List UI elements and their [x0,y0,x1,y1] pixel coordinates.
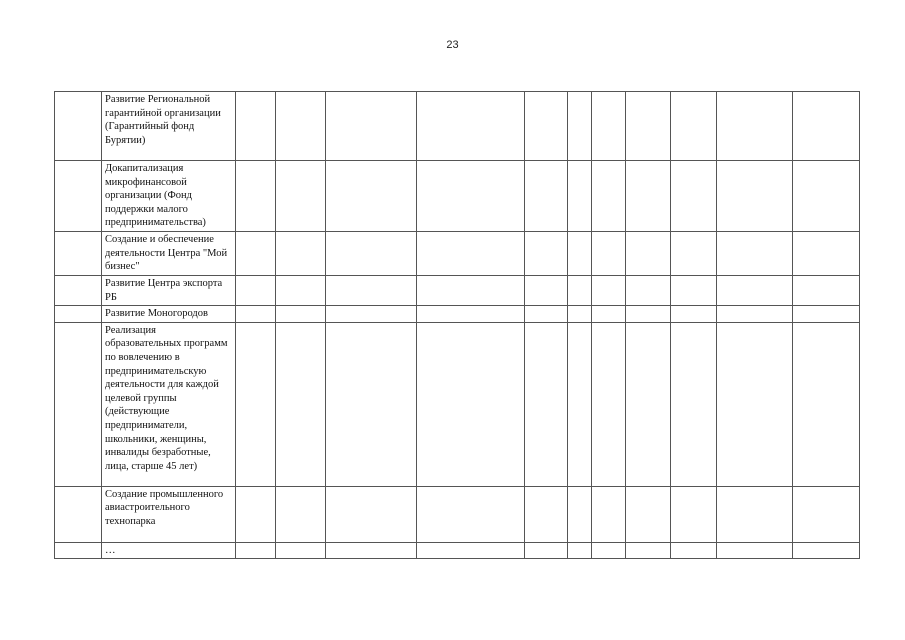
program-table [54,91,860,559]
empty-cell [236,161,276,232]
empty-cell [326,322,417,486]
empty-cell [592,275,626,305]
empty-cell [793,306,860,323]
page-number: 23 [446,39,459,51]
activity-name-cell: Создание и обеспечение деятельности Центра "Мой бизнес" [102,231,236,275]
empty-cell [276,92,326,161]
empty-cell [525,486,568,542]
empty-cell [671,486,717,542]
empty-cell [417,275,525,305]
empty-cell [568,322,592,486]
empty-cell [717,542,793,559]
empty-cell [525,275,568,305]
empty-cell [326,486,417,542]
empty-cell [276,275,326,305]
empty-cell [793,275,860,305]
row-number-cell [55,322,102,486]
empty-cell [717,306,793,323]
empty-cell [592,92,626,161]
empty-cell [717,161,793,232]
activity-name-cell: Развитие Моногородов [102,306,236,323]
empty-cell [417,542,525,559]
activity-name-cell: Развитие Центра экспорта РБ [102,275,236,305]
empty-cell [793,92,860,161]
empty-cell [326,92,417,161]
empty-cell [326,161,417,232]
activity-name-cell: Создание промышленного авиастроительного технопарка [102,486,236,542]
empty-cell [626,322,671,486]
empty-cell [417,231,525,275]
empty-cell [236,92,276,161]
empty-cell [276,231,326,275]
empty-cell [568,275,592,305]
empty-cell [276,486,326,542]
empty-cell [793,542,860,559]
row-number-cell [55,486,102,542]
table-row [55,322,860,486]
empty-cell [671,161,717,232]
empty-cell [717,275,793,305]
empty-cell [568,161,592,232]
table-row [55,275,860,305]
activity-name-cell: Докапитализация микрофинансовой организации (Фонд поддержки малого предпринимательства) [102,161,236,232]
row-number-cell [55,231,102,275]
empty-cell [592,161,626,232]
empty-cell [592,486,626,542]
empty-cell [671,275,717,305]
empty-cell [276,161,326,232]
activity-name-cell: … [102,542,236,559]
empty-cell [626,542,671,559]
empty-cell [671,542,717,559]
empty-cell [626,161,671,232]
table-row [55,161,860,232]
table-row [55,231,860,275]
empty-cell [671,322,717,486]
empty-cell [417,306,525,323]
row-number-cell [55,306,102,323]
empty-cell [793,486,860,542]
empty-cell [626,486,671,542]
empty-cell [626,231,671,275]
empty-cell [236,486,276,542]
empty-cell [326,542,417,559]
empty-cell [236,542,276,559]
empty-cell [592,542,626,559]
empty-cell [717,231,793,275]
empty-cell [671,231,717,275]
empty-cell [592,231,626,275]
empty-cell [326,306,417,323]
empty-cell [276,322,326,486]
empty-cell [568,92,592,161]
empty-cell [717,322,793,486]
empty-cell [793,322,860,486]
empty-cell [626,92,671,161]
empty-cell [417,92,525,161]
empty-cell [236,275,276,305]
empty-cell [626,306,671,323]
empty-cell [592,322,626,486]
empty-cell [417,486,525,542]
empty-cell [793,231,860,275]
empty-cell [236,231,276,275]
table-row [55,306,860,323]
empty-cell [276,542,326,559]
empty-cell [326,231,417,275]
empty-cell [525,161,568,232]
empty-cell [417,161,525,232]
empty-cell [276,306,326,323]
table-row [55,92,860,161]
row-number-cell [55,275,102,305]
empty-cell [568,542,592,559]
activity-name-cell: Развитие Региональной гарантийной организации (Гарантийный фонд Бурятии) [102,92,236,161]
empty-cell [568,486,592,542]
empty-cell [671,306,717,323]
empty-cell [525,322,568,486]
empty-cell [568,231,592,275]
empty-cell [525,542,568,559]
empty-cell [417,322,525,486]
empty-cell [592,306,626,323]
empty-cell [525,306,568,323]
empty-cell [793,161,860,232]
table-row [55,486,860,542]
empty-cell [326,275,417,305]
row-number-cell [55,542,102,559]
row-number-cell [55,92,102,161]
empty-cell [671,92,717,161]
empty-cell [236,322,276,486]
activity-name-cell: Реализация образовательных программ по вовлечению в предпринимательскую деятельности для каждой целевой группы (действующие предприниматели, школьники, женщины, инвалиды безработные, лица, старше 45 лет) [102,322,236,486]
empty-cell [717,92,793,161]
empty-cell [525,92,568,161]
row-number-cell [55,161,102,232]
empty-cell [525,231,568,275]
empty-cell [717,486,793,542]
empty-cell [568,306,592,323]
empty-cell [236,306,276,323]
table-row [55,542,860,559]
empty-cell [626,275,671,305]
